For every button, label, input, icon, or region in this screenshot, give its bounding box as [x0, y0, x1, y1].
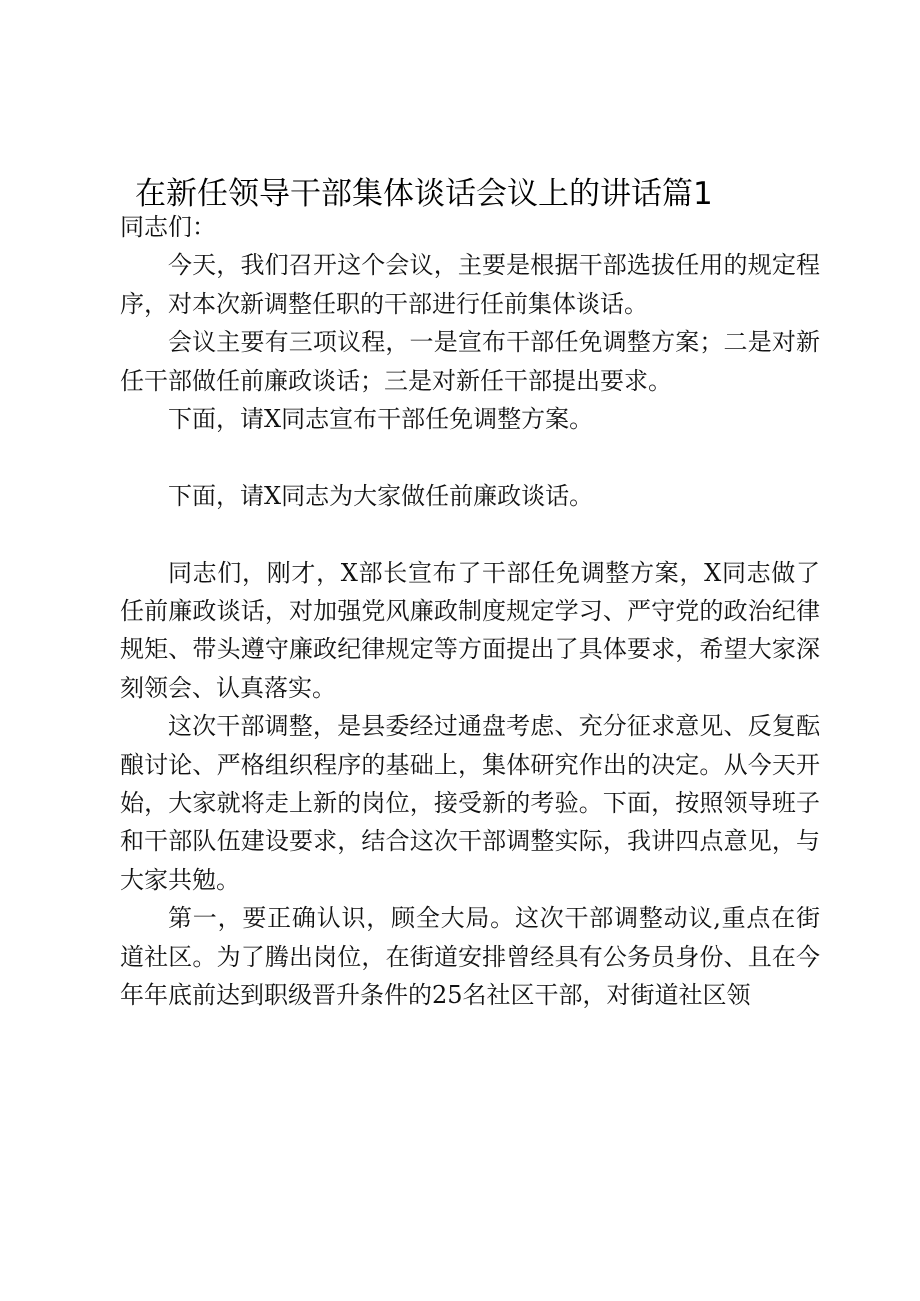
paragraph-1: 今天，我们召开这个会议，主要是根据干部选拔任用的规定程序，对本次新调整任职的干部进行任前集体谈话。: [120, 251, 820, 318]
paragraph-7: 第一，要正确认识，顾全大局。这次干部调整动议,重点在街道社区。为了腾出岗位，在街道安排曾经具有公务员身份、且在今年年底前达到职级晋升条件的25名社区干部，对街道社区领: [120, 904, 820, 1010]
paragraph-6: 这次干部调整，是县委经过通盘考虑、充分征求意见、反复酝酿讨论、严格组织程序的基础上，集体研究作出的决定。从今天开始，大家就将走上新的岗位，接受新的考验。下面，按照领导班子和干部队伍建设要求，结合这次干部调整实际，我讲四点意见，与大家共勉。: [120, 712, 820, 894]
paragraph-5: 同志们，刚才，X部长宣布了干部任免调整方案，X同志做了任前廉政谈话，对加强党风廉政制度规定学习、严守党的政治纪律规矩、带头遵守廉政纪律规定等方面提出了具体要求，希望大家深刻领会、认真落实。: [120, 558, 820, 702]
document-body: [120, 208, 820, 1015]
paragraph-3: 下面，请X同志宣布干部任免调整方案。: [168, 405, 594, 434]
document-title: 在新任领导干部集体谈话会议上的讲话篇1: [135, 176, 713, 212]
paragraph-2: 会议主要有三项议程，一是宣布干部任免调整方案；二是对新任干部做任前廉政谈话；三是对新任干部提出要求。: [120, 328, 820, 395]
blank-line: [120, 438, 820, 476]
blank-line: [120, 515, 820, 553]
salutation: 同志们：: [120, 213, 216, 241]
paragraph-4: 下面，请X同志为大家做任前廉政谈话。: [168, 481, 594, 510]
